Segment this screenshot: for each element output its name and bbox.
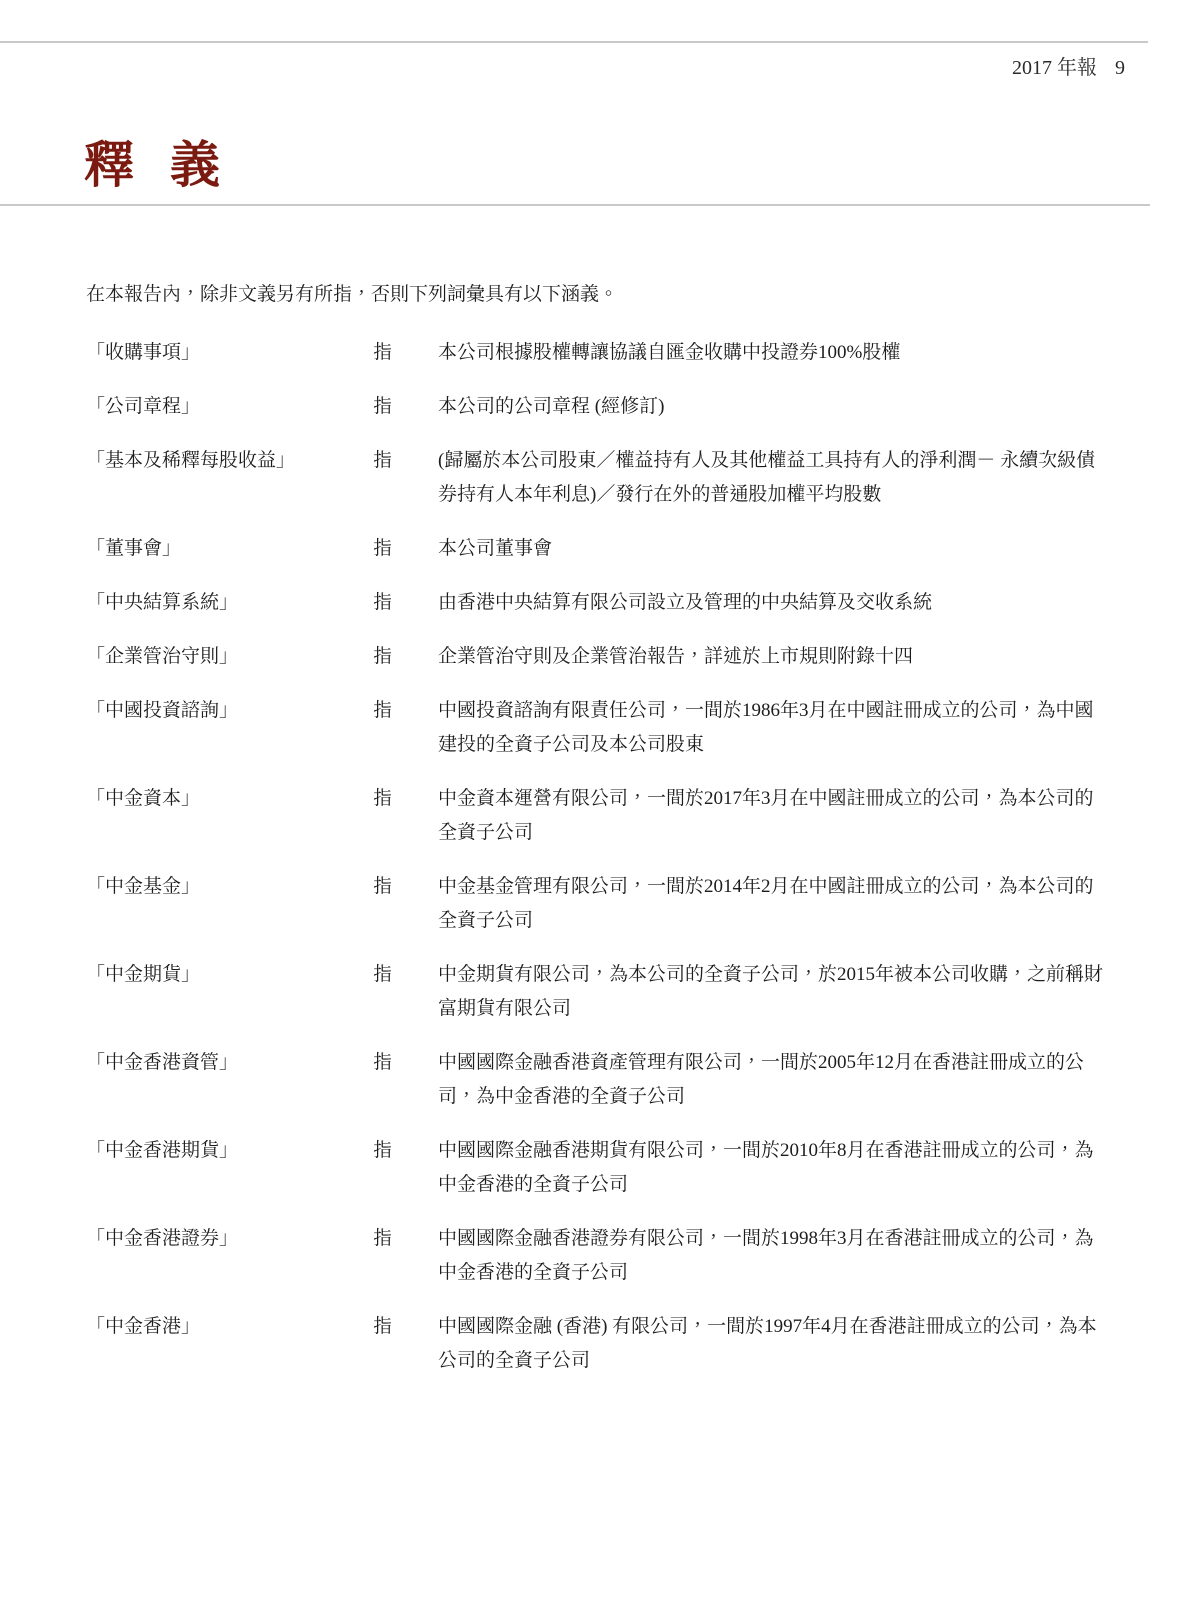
glossary-term: 「中國投資諮詢」: [86, 700, 239, 721]
glossary-connector: 指: [373, 592, 393, 613]
glossary-definition: 中國國際金融香港證券有限公司，一間於1998年3月在香港註冊成立的公司，為中金香港的全資子公司: [438, 1228, 1094, 1283]
glossary-entry: [86, 958, 1106, 1026]
glossary-definition: 中金期貨有限公司，為本公司的全資子公司，於2015年被本公司收購，之前稱財富期貨有限公司: [438, 964, 1104, 1019]
glossary-definition: 中金基金管理有限公司，一間於2014年2月在中國註冊成立的公司，為本公司的全資子公司: [438, 876, 1094, 931]
page-title: [84, 138, 220, 193]
glossary-term: 「公司章程」: [86, 396, 201, 417]
intro-paragraph: 在本報告內，除非文義另有所指，否則下列詞彙具有以下涵義。: [86, 284, 619, 305]
glossary-definition: (歸屬於本公司股東／權益持有人及其他權益工具持有人的淨利潤－ 永續次級債券持有人本年利息)／發行在外的普通股加權平均股數: [438, 450, 1096, 505]
glossary-definition: 本公司的公司章程 (經修訂): [438, 396, 665, 417]
page-number: 9: [1115, 57, 1125, 79]
glossary-definition: 中國國際金融香港資產管理有限公司，一間於2005年12月在香港註冊成立的公司，為中金香港的全資子公司: [438, 1052, 1085, 1107]
glossary-definition: 中國國際金融香港期貨有限公司，一間於2010年8月在香港註冊成立的公司，為中金香港的全資子公司: [438, 1140, 1094, 1195]
glossary-connector: 指: [373, 1228, 393, 1249]
glossary-entry: [86, 586, 1106, 620]
glossary-entry: [86, 782, 1106, 850]
glossary-connector: 指: [373, 1052, 393, 1073]
glossary-term: 「企業管治守則」: [86, 646, 239, 667]
glossary-term: 「董事會」: [86, 538, 182, 559]
glossary-connector: 指: [373, 1316, 393, 1337]
glossary-entry: [86, 444, 1106, 512]
glossary-term: 「中金資本」: [86, 788, 201, 809]
page-title-char-2: 義: [170, 137, 220, 193]
glossary-term: 「中央結算系統」: [86, 592, 239, 613]
glossary-term: 「中金香港資管」: [86, 1052, 239, 1073]
glossary-entry: [86, 532, 1106, 566]
glossary-definition: 中國投資諮詢有限責任公司，一間於1986年3月在中國註冊成立的公司，為中國建投的全資子公司及本公司股東: [438, 700, 1094, 755]
glossary-entry: [86, 1310, 1106, 1378]
glossary-term: 「中金香港期貨」: [86, 1140, 239, 1161]
glossary-connector: 指: [373, 538, 393, 559]
glossary-connector: 指: [373, 1140, 393, 1161]
glossary-connector: 指: [373, 788, 393, 809]
glossary-definition: 企業管治守則及企業管治報告，詳述於上市規則附錄十四: [438, 646, 914, 667]
glossary-connector: 指: [373, 700, 393, 721]
glossary-term: 「基本及稀釋每股收益」: [86, 450, 296, 471]
glossary-connector: 指: [373, 964, 393, 985]
glossary-term: 「中金香港證券」: [86, 1228, 239, 1249]
glossary-definition: 中金資本運營有限公司，一間於2017年3月在中國註冊成立的公司，為本公司的全資子公司: [438, 788, 1094, 843]
glossary-connector: 指: [373, 450, 393, 471]
glossary-definition: 中國國際金融 (香港) 有限公司，一間於1997年4月在香港註冊成立的公司，為本公司的全資子公司: [438, 1316, 1097, 1371]
glossary-term: 「收購事項」: [86, 342, 201, 363]
glossary-entry: [86, 1222, 1106, 1290]
glossary-entry: [86, 336, 1106, 370]
glossary-definition: 本公司董事會: [438, 538, 553, 559]
glossary-entry: [86, 1046, 1106, 1114]
header-divider: [0, 41, 1148, 43]
glossary-term: 「中金香港」: [86, 1316, 201, 1337]
glossary-connector: 指: [373, 646, 393, 667]
glossary-connector: 指: [373, 342, 393, 363]
glossary-entry: [86, 640, 1106, 674]
page-header: [1012, 51, 1125, 80]
glossary-definition: 本公司根據股權轉讓協議自匯金收購中投證券100%股權: [438, 342, 901, 363]
glossary-connector: 指: [373, 876, 393, 897]
page-title-char-1: 釋: [84, 137, 134, 193]
glossary-entry: [86, 390, 1106, 424]
glossary-term: 「中金基金」: [86, 876, 201, 897]
glossary-entry: [86, 694, 1106, 762]
glossary-definition: 由香港中央結算有限公司設立及管理的中央結算及交收系統: [438, 592, 933, 613]
glossary-term: 「中金期貨」: [86, 964, 201, 985]
report-year-label: 2017 年報: [1012, 57, 1097, 79]
glossary-entry: [86, 1134, 1106, 1202]
glossary-connector: 指: [373, 396, 393, 417]
glossary-list: [86, 336, 1106, 1378]
title-divider: [0, 204, 1150, 206]
glossary-entry: [86, 870, 1106, 938]
page-content: [86, 278, 1106, 1398]
